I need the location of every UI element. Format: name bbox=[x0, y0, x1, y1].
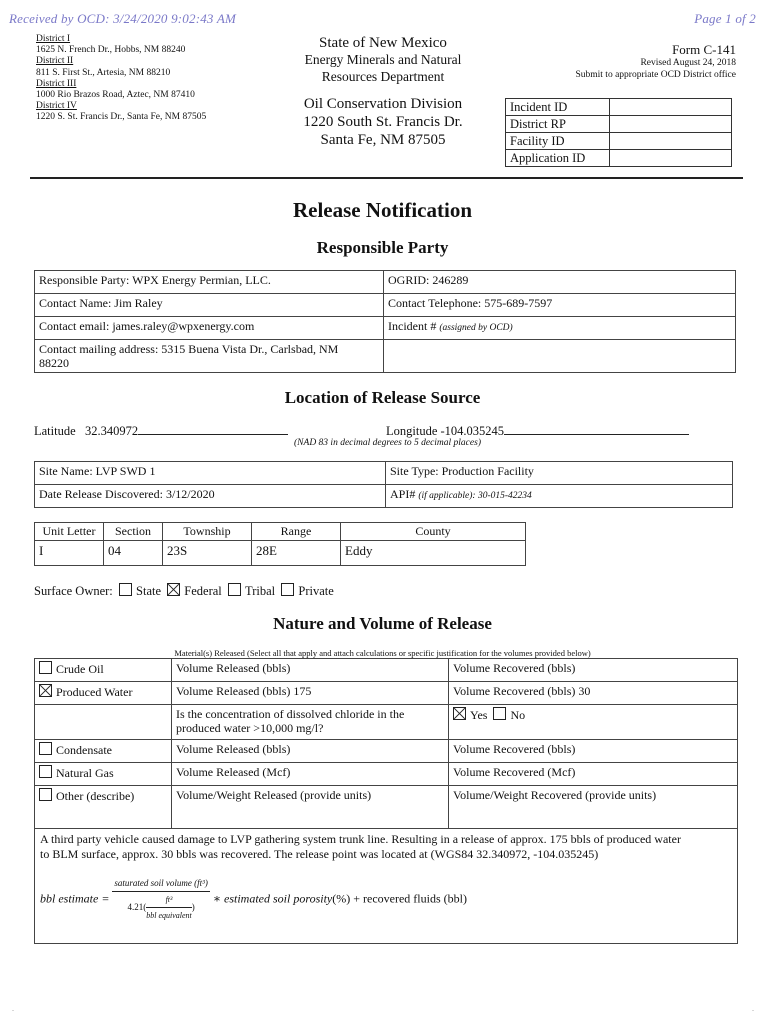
county-field[interactable]: Eddy bbox=[341, 541, 526, 566]
incident-label: Incident # bbox=[388, 319, 437, 333]
table-row bbox=[35, 271, 736, 294]
volume-released-field[interactable]: Volume Released (bbls) bbox=[172, 659, 449, 682]
id-row-incident bbox=[506, 99, 732, 116]
owner-label: State bbox=[136, 584, 162, 598]
agency-street: 1220 South St. Francis Dr. bbox=[303, 114, 463, 130]
mailing-address-field[interactable] bbox=[35, 340, 384, 373]
nature-heading: Nature and Volume of Release bbox=[273, 614, 492, 633]
volume-recovered-field[interactable]: Volume Recovered (bbls) 30 bbox=[449, 682, 738, 705]
owner-label: Federal bbox=[184, 584, 222, 598]
table-row bbox=[35, 786, 738, 829]
table-row bbox=[35, 462, 733, 485]
api-label: API# bbox=[390, 487, 416, 501]
chloride-yes-label: Yes bbox=[470, 708, 488, 722]
formula-inner-fraction bbox=[146, 892, 192, 923]
table-row bbox=[35, 317, 736, 340]
incident-id-field[interactable] bbox=[610, 99, 732, 116]
district-1-address: 1625 N. French Dr., Hobbs, NM 88240 bbox=[36, 45, 186, 56]
checkbox[interactable] bbox=[39, 742, 52, 755]
table-row bbox=[35, 829, 738, 944]
checkbox-checked[interactable] bbox=[39, 684, 52, 697]
material-produced-water[interactable] bbox=[35, 682, 172, 705]
id-label: Facility ID bbox=[506, 133, 610, 150]
location-heading: Location of Release Source bbox=[284, 388, 481, 407]
checkbox[interactable] bbox=[281, 583, 294, 596]
material-natural-gas[interactable] bbox=[35, 763, 172, 786]
page-title: Release Notification bbox=[292, 198, 473, 222]
volume-recovered-field[interactable]: Volume Recovered (Mcf) bbox=[449, 763, 738, 786]
owner-option-federal[interactable] bbox=[167, 584, 221, 598]
checkbox[interactable] bbox=[119, 583, 132, 596]
mailing-line-2: 88220 bbox=[39, 356, 69, 370]
district-4-heading: District IV bbox=[36, 101, 77, 112]
longitude-label: Longitude bbox=[386, 424, 438, 438]
id-row-district-rp bbox=[506, 116, 732, 133]
site-name-field[interactable]: Site Name: LVP SWD 1 bbox=[35, 462, 386, 485]
unit-letter-field[interactable]: I bbox=[35, 541, 104, 566]
header-unit-letter: Unit Letter bbox=[35, 523, 104, 541]
materials-table bbox=[34, 658, 738, 944]
date-discovered-field[interactable]: Date Release Discovered: 3/12/2020 bbox=[35, 485, 386, 508]
material-label: Crude Oil bbox=[56, 662, 104, 676]
agency-block bbox=[283, 34, 483, 149]
agency-dept-2: Resources Department bbox=[321, 68, 445, 84]
agency-division: Oil Conservation Division bbox=[303, 96, 463, 112]
legal-description-table bbox=[34, 522, 526, 566]
contact-telephone-field[interactable]: Contact Telephone: 575-689-7597 bbox=[384, 294, 736, 317]
header-section: Section bbox=[104, 523, 163, 541]
api-note: (if applicable): 30-015-42234 bbox=[418, 491, 532, 501]
responsible-heading: Responsible Party bbox=[316, 238, 449, 257]
district-addresses bbox=[36, 34, 206, 124]
material-condensate[interactable] bbox=[35, 740, 172, 763]
checkbox[interactable] bbox=[228, 583, 241, 596]
volume-recovered-field[interactable]: Volume/Weight Recovered (provide units) bbox=[449, 786, 738, 829]
volume-released-field[interactable]: Volume Released (bbls) 175 bbox=[172, 682, 449, 705]
formula-rhs-italic: ∗ estimated soil porosity bbox=[212, 891, 333, 906]
material-label: Produced Water bbox=[56, 685, 133, 699]
responsible-party-field[interactable]: Responsible Party: WPX Energy Permian, LLC. bbox=[35, 271, 384, 294]
formula-fraction bbox=[112, 876, 209, 923]
chloride-line-1: Is the concentration of dissolved chloride in the bbox=[176, 707, 405, 721]
table-row bbox=[35, 340, 736, 373]
formula-den-bottom: bbl equivalent bbox=[146, 911, 192, 920]
formula-den-coef: 4.21( bbox=[127, 902, 147, 912]
formula-den-top: ft³ bbox=[146, 892, 192, 908]
id-row-application bbox=[506, 150, 732, 167]
corner-mark-left: . bbox=[12, 1004, 14, 1013]
range-field[interactable]: 28E bbox=[252, 541, 341, 566]
material-other[interactable] bbox=[35, 786, 172, 829]
checkbox[interactable] bbox=[39, 788, 52, 801]
section-field[interactable]: 04 bbox=[104, 541, 163, 566]
chloride-line-2: produced water >10,000 mg/l? bbox=[176, 721, 324, 735]
agency-state: State of New Mexico bbox=[319, 35, 447, 51]
district-4-address: 1220 S. St. Francis Dr., Santa Fe, NM 87505 bbox=[36, 112, 207, 123]
district-1-heading: District I bbox=[36, 34, 71, 44]
owner-option-state[interactable] bbox=[119, 584, 161, 598]
district-3-address: 1000 Rio Brazos Road, Aztec, NM 87410 bbox=[36, 90, 195, 101]
material-label: Other (describe) bbox=[56, 789, 135, 803]
district-rp-field[interactable] bbox=[610, 116, 732, 133]
chloride-no-label: No bbox=[510, 708, 526, 722]
chloride-question bbox=[172, 705, 449, 740]
facility-id-field[interactable] bbox=[610, 133, 732, 150]
formula-den-close: ) bbox=[191, 902, 195, 912]
table-row bbox=[35, 763, 738, 786]
owner-label: Tribal bbox=[245, 584, 276, 598]
material-crude-oil[interactable] bbox=[35, 659, 172, 682]
id-label: District RP bbox=[506, 116, 610, 133]
bbl-estimate-formula bbox=[40, 876, 732, 923]
id-label: Incident ID bbox=[506, 99, 610, 116]
longitude-underline bbox=[504, 433, 689, 435]
latitude-field[interactable] bbox=[34, 424, 288, 439]
table-row bbox=[35, 740, 738, 763]
id-table bbox=[505, 98, 732, 167]
table-header-row bbox=[35, 523, 526, 541]
district-2-address: 811 S. First St., Artesia, NM 88210 bbox=[36, 67, 171, 78]
form-submit-note: Submit to appropriate OCD District office bbox=[575, 70, 736, 80]
cause-line-1: A third party vehicle caused damage to LVP gathering system trunk line. Resulting in a release of approx. 175 bbls of produced water bbox=[40, 832, 681, 846]
checkbox[interactable] bbox=[39, 765, 52, 778]
empty-cell bbox=[35, 705, 172, 740]
latitude-underline bbox=[138, 433, 288, 435]
application-id-field[interactable] bbox=[610, 150, 732, 167]
table-row bbox=[35, 659, 738, 682]
owner-label: Private bbox=[298, 584, 334, 598]
chloride-no-checkbox[interactable] bbox=[493, 707, 506, 720]
site-type-field[interactable]: Site Type: Production Facility bbox=[386, 462, 733, 485]
material-label: Condensate bbox=[56, 743, 112, 757]
table-row bbox=[35, 294, 736, 317]
form-number: Form C-141 bbox=[672, 42, 736, 57]
formula-numerator: saturated soil volume (ft³) bbox=[112, 876, 209, 892]
header-county: County bbox=[341, 523, 526, 541]
formula-lhs: bbl estimate = bbox=[40, 891, 110, 906]
ogrid-field[interactable]: OGRID: 246289 bbox=[384, 271, 736, 294]
longitude-value: -104.035245 bbox=[440, 424, 505, 438]
id-label: Application ID bbox=[506, 150, 610, 167]
volume-recovered-field[interactable]: Volume Recovered (bbls) bbox=[449, 659, 738, 682]
volume-released-field[interactable]: Volume/Weight Released (provide units) bbox=[172, 786, 449, 829]
agency-city: Santa Fe, NM 87505 bbox=[320, 132, 446, 148]
site-table bbox=[34, 461, 733, 508]
district-2-heading: District II bbox=[36, 56, 74, 67]
volume-released-field[interactable]: Volume Released (bbls) bbox=[172, 740, 449, 763]
surface-owner-row bbox=[34, 583, 334, 599]
empty-cell bbox=[384, 340, 736, 373]
cause-line-2: to BLM surface, approx. 30 bbls was recovered. The release point was located at (WGS84 32.340972, -104.035245) bbox=[40, 847, 599, 861]
table-row bbox=[35, 485, 733, 508]
form-info bbox=[516, 42, 736, 81]
latitude-value: 32.340972 bbox=[85, 424, 139, 438]
contact-name-field[interactable]: Contact Name: Jim Raley bbox=[35, 294, 384, 317]
agency-dept-1: Energy Minerals and Natural bbox=[304, 52, 462, 67]
id-row-facility bbox=[506, 133, 732, 150]
owner-option-private[interactable] bbox=[281, 584, 333, 598]
latitude-label: Latitude bbox=[34, 424, 76, 438]
page-number-stamp: Page 1 of 2 bbox=[694, 11, 756, 26]
material-label: Natural Gas bbox=[56, 766, 114, 780]
owner-option-tribal[interactable] bbox=[228, 584, 275, 598]
district-3-heading: District III bbox=[36, 78, 77, 89]
api-field[interactable] bbox=[386, 485, 733, 508]
chloride-answer bbox=[449, 705, 738, 740]
header-range: Range bbox=[252, 523, 341, 541]
table-row bbox=[35, 541, 526, 566]
received-stamp: Received by OCD: 3/24/2020 9:02:43 AM bbox=[9, 11, 237, 26]
mailing-line-1: Contact mailing address: 5315 Buena Vista Dr., Carlsbad, NM bbox=[39, 342, 339, 356]
longitude-field[interactable] bbox=[386, 424, 689, 439]
contact-email-field[interactable]: Contact email: james.raley@wpxenergy.com bbox=[35, 317, 384, 340]
materials-instructions: Material(s) Released (Select all that apply and attach calculations or specific justification for the volumes provided below) bbox=[174, 648, 591, 658]
formula-rhs-plain: (%) + recovered fluids (bbl) bbox=[332, 891, 467, 906]
corner-mark-right: . bbox=[752, 1004, 754, 1013]
chloride-yes-checkbox[interactable] bbox=[453, 707, 466, 720]
table-row bbox=[35, 682, 738, 705]
header-township: Township bbox=[163, 523, 252, 541]
incident-number-field[interactable] bbox=[384, 317, 736, 340]
table-row bbox=[35, 705, 738, 740]
release-cause-field[interactable] bbox=[35, 829, 738, 944]
form-revised: Revised August 24, 2018 bbox=[640, 58, 736, 68]
volume-recovered-field[interactable]: Volume Recovered (bbls) bbox=[449, 740, 738, 763]
responsible-party-table bbox=[34, 270, 736, 373]
nad-note: (NAD 83 in decimal degrees to 5 decimal places) bbox=[294, 438, 481, 448]
checkbox-checked[interactable] bbox=[167, 583, 180, 596]
checkbox[interactable] bbox=[39, 661, 52, 674]
surface-owner-label: Surface Owner: bbox=[34, 584, 113, 598]
incident-note: (assigned by OCD) bbox=[439, 323, 513, 333]
township-field[interactable]: 23S bbox=[163, 541, 252, 566]
volume-released-field[interactable]: Volume Released (Mcf) bbox=[172, 763, 449, 786]
header-divider bbox=[30, 177, 743, 179]
